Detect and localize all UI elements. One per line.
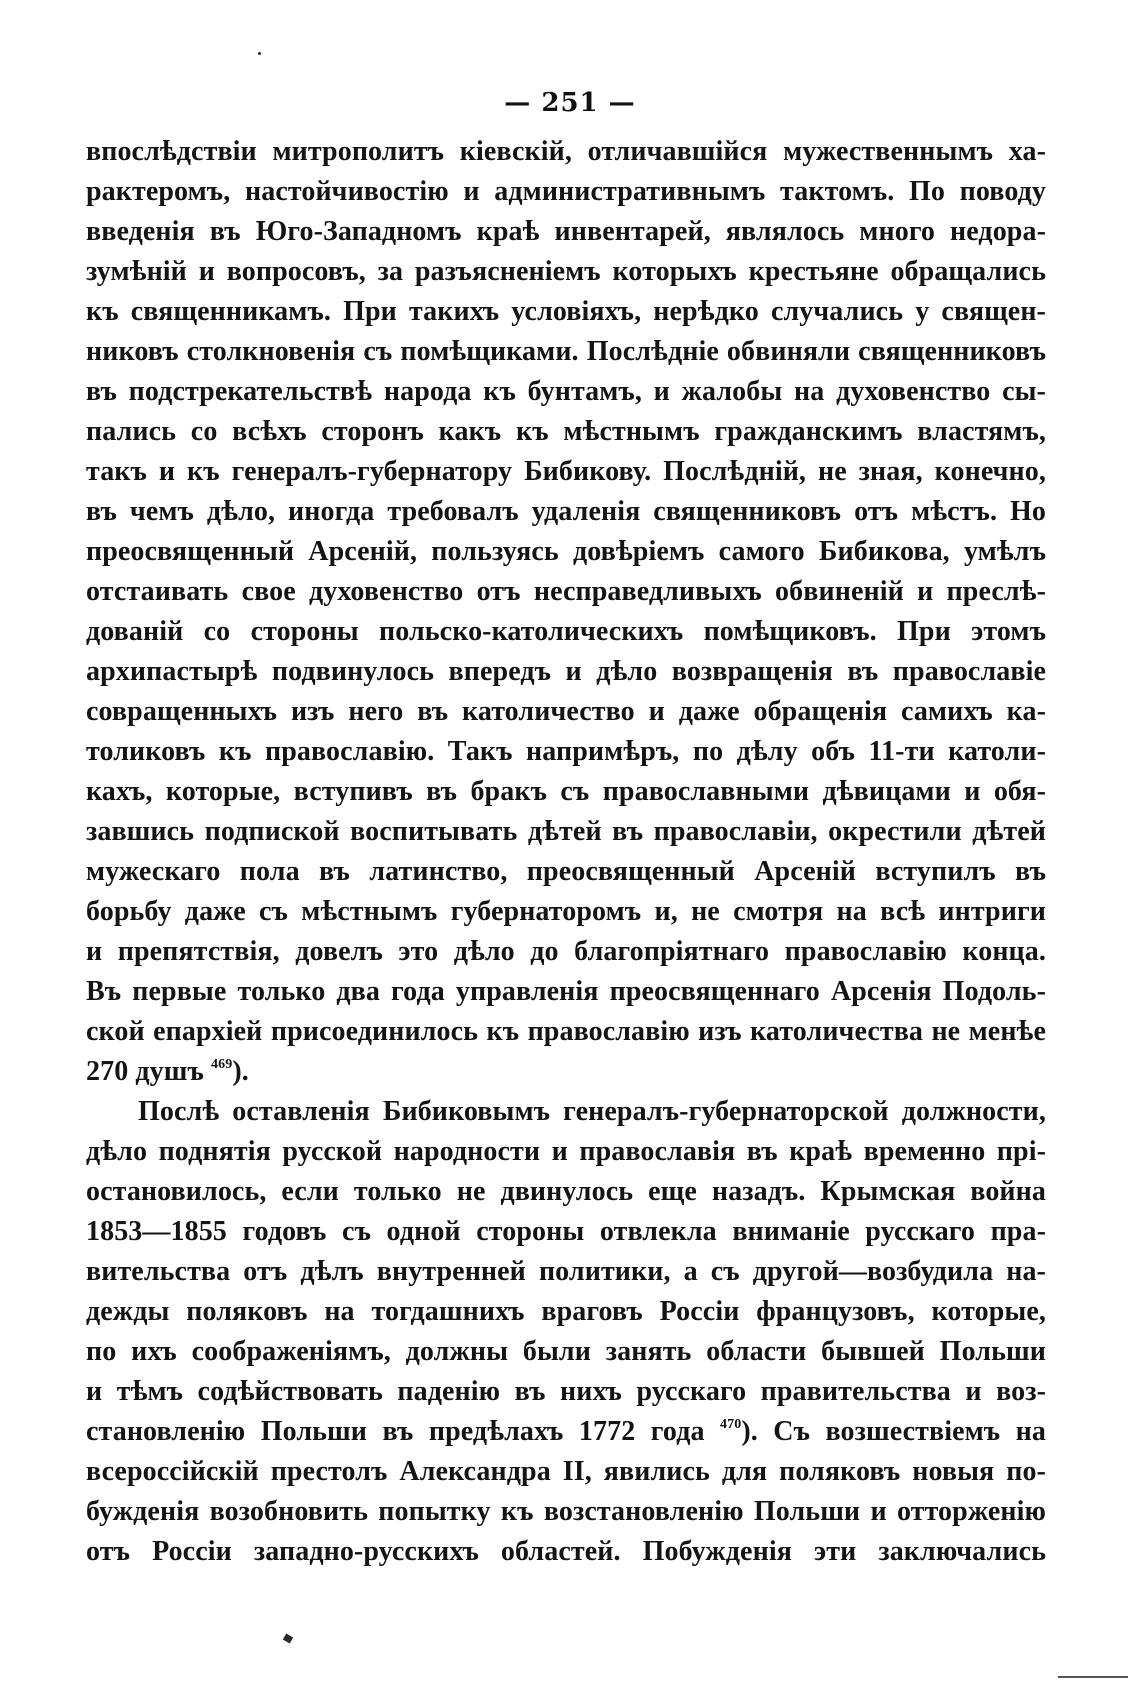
text-line: завшись подпиской воспитывать дѣтей въ православіи, окрестили дѣтей [86,816,1046,847]
text-line: никовъ столкновенія съ помѣщиками. Послѣдніе обвиняли священниковъ [86,336,1046,367]
text-line: дованій со стороны польско-католическихъ помѣщиковъ. При этомъ [86,616,1046,647]
text-line: Въ первые только два года управленія преосвященнаго Арсенія Подоль- [86,976,1046,1007]
text-line: дежды поляковъ на тогдашнихъ враговъ Россіи французовъ, которые, [86,1296,1046,1327]
text-line: мужескаго пола въ латинство, преосвященный Арсеній вступилъ въ [86,856,1046,887]
body-text [86,132,1046,1572]
paragraph-2 [86,1092,1046,1572]
text-line: архипастырѣ подвинулось впередъ и дѣло возвращенія въ православіе [86,656,1046,687]
text-line: по ихъ соображеніямъ, должны были занять области бывшей Польши [86,1336,1046,1367]
text-line: отъ Россіи западно-русскихъ областей. Побужденія эти заключались [86,1536,1046,1567]
text-line: пались со всѣхъ сторонъ какъ къ мѣстнымъ гражданскимъ властямъ, [86,416,1046,447]
text-line: къ священникамъ. При такихъ условіяхъ, нерѣдко случались у священ- [86,296,1046,327]
text-line: ской епархіей присоединилось къ православію изъ католичества не менѣе [86,1016,1046,1047]
page-number: — 251 — [504,88,636,118]
scan-speck [258,52,261,55]
text-line: дѣло поднятія русской народности и православія въ краѣ временно прі- [86,1136,1046,1167]
text-line-last [86,1052,1046,1092]
text-line: и препятствія, довелъ это дѣло до благопріятнаго православію конца. [86,936,1046,967]
text-line: борьбу даже съ мѣстнымъ губернаторомъ и, не смотря на всѣ интриги [86,896,1046,927]
text-line-with-footnote [86,1412,1046,1452]
text-line-indented: Послѣ оставленія Бибиковымъ генералъ-губернаторской должности, [138,1096,1046,1127]
text-line: 1853—1855 годовъ съ одной стороны отвлекла вниманіе русскаго пра- [86,1216,1046,1247]
text-line: въ подстрекательствѣ народа къ бунтамъ, и жалобы на духовенство сы- [86,376,1046,407]
scan-speck [1058,1676,1128,1678]
text-line: вительства отъ дѣлъ внутренней политики, а съ другой—возбудила на- [86,1256,1046,1287]
text-line: въ чемъ дѣло, иногда требовалъ удаленія священниковъ отъ мѣстъ. Но [86,496,1046,527]
text-line: и тѣмъ содѣйствовать паденію въ нихъ русскаго правительства и воз- [86,1376,1046,1407]
text-line: рактеромъ, настойчивостію и административнымъ тактомъ. По поводу [86,176,1046,207]
text-line: преосвященный Арсеній, пользуясь довѣріемъ самого Бибикова, умѣлъ [86,536,1046,567]
text-line: такъ и къ генералъ-губернатору Бибикову. Послѣдній, не зная, конечно, [86,456,1046,487]
text-line: остановилось, если только не двинулось еще назадъ. Крымская война [86,1176,1046,1207]
text-line: толиковъ къ православію. Такъ напримѣръ, по дѣлу объ 11-ти католи- [86,736,1046,767]
paragraph-1 [86,132,1046,1092]
line-text: ). Съ возшествіемъ на [741,1416,1046,1447]
line-text: 270 душъ [86,1056,212,1087]
line-text: ). [232,1056,249,1087]
text-line: зумѣній и вопросовъ, за разъясненіемъ которыхъ крестьяне обращались [86,256,1046,287]
footnote-reference[interactable]: 469 [211,1057,233,1072]
text-line: совращенныхъ изъ него въ католичество и даже обращенія самихъ ка- [86,696,1046,727]
scan-speck [283,1633,293,1643]
text-line: введенія въ Юго-Западномъ краѣ инвентарей, являлось много недора- [86,216,1046,247]
text-line: бужденія возобновить попытку къ возстановленію Польши и отторженію [86,1496,1046,1527]
line-text: становленію Польши въ предѣлахъ 1772 года [86,1416,721,1447]
footnote-reference[interactable]: 470 [720,1417,742,1432]
text-line: всероссійскій престолъ Александра II, явились для поляковъ новыя по- [86,1456,1046,1487]
text-line: кахъ, которые, вступивъ въ бракъ съ православными дѣвицами и обя- [86,776,1046,807]
text-line: отстаивать свое духовенство отъ несправедливыхъ обвиненій и преслѣ- [86,576,1046,607]
text-line: впослѣдствіи митрополитъ кіевскій, отличавшійся мужественнымъ ха- [86,136,1046,167]
